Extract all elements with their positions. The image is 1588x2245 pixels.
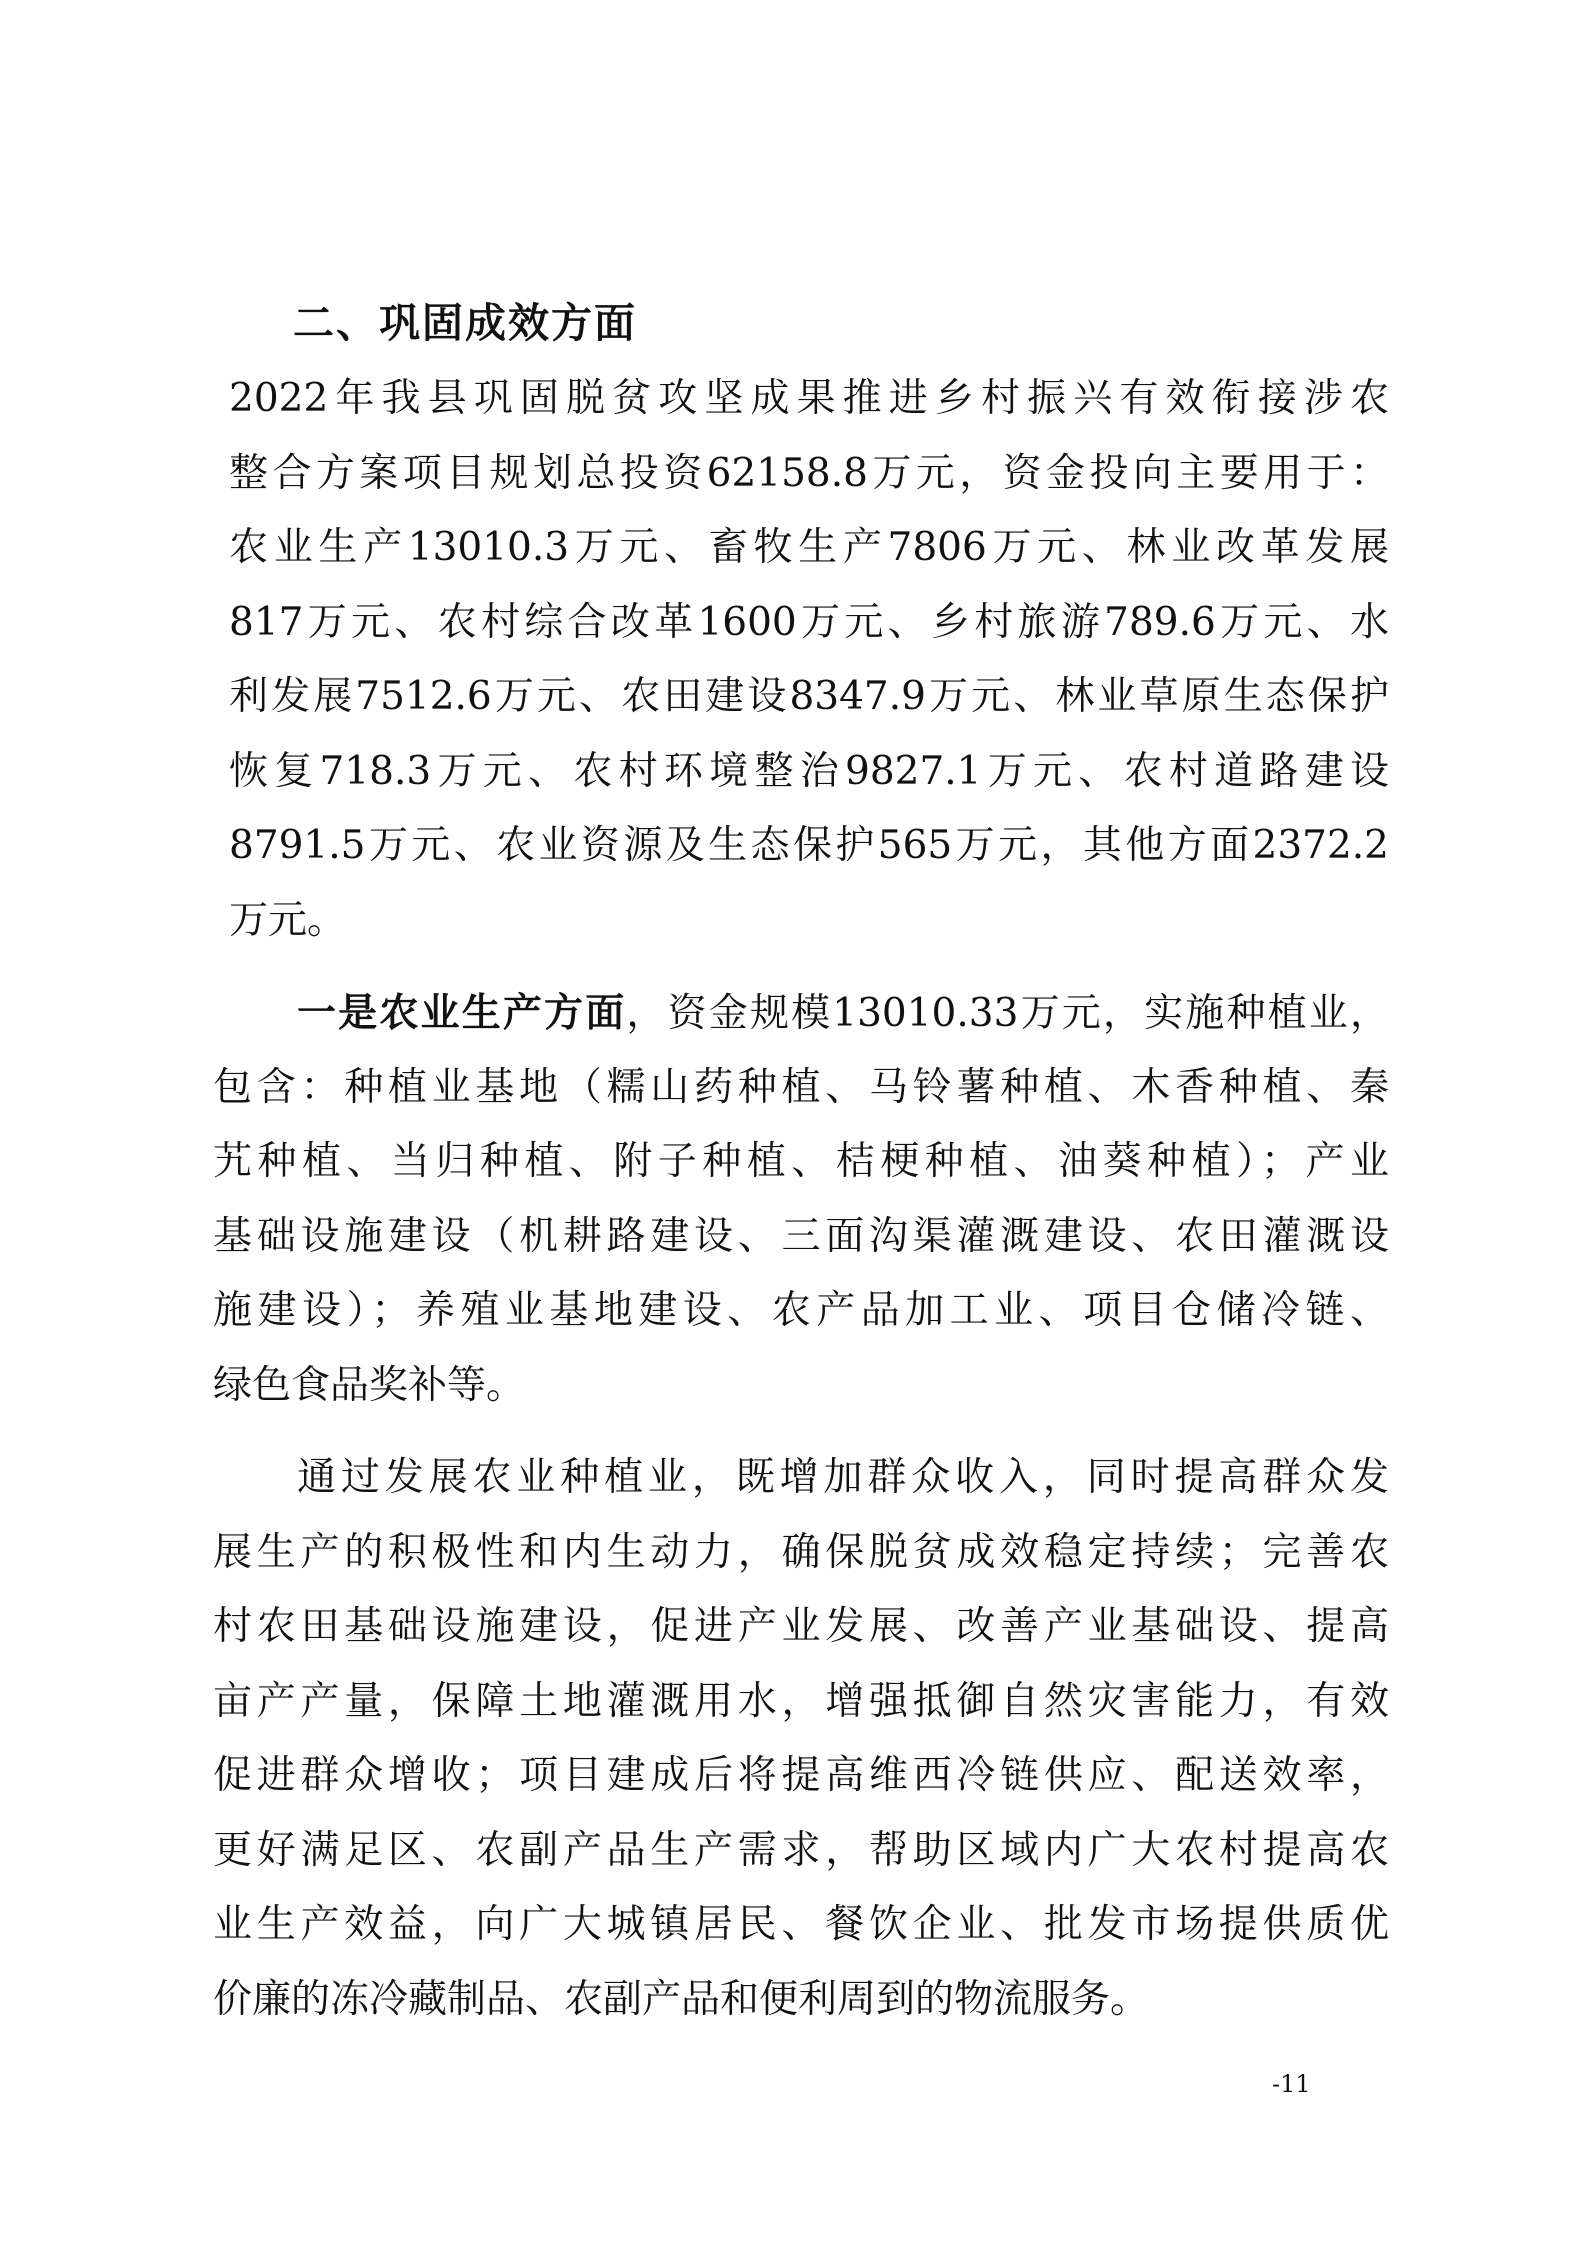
paragraph-first-line	[213, 976, 1389, 1051]
paragraph-line: 施建设）；养殖业基地建设、农产品加工业、项目仓储冷链、	[213, 1288, 1389, 1333]
paragraph-line: 价廉的冻冷藏制品、农副产品和便利周到的物流服务。	[213, 1976, 1150, 2022]
paragraph-line: 业生产效益，向广大城镇居民、餐饮企业、批发市场提供质优	[213, 1902, 1389, 1947]
paragraph-line: 村农田基础设施建设，促进产业发展、改善产业基础设、提高	[213, 1604, 1389, 1649]
paragraph-line: 通过发展农业种植业，既增加群众收入，同时提高群众发	[297, 1455, 1389, 1500]
paragraph-lead: 一是农业生产方面	[297, 990, 627, 1036]
paragraph-agriculture-production	[213, 976, 1389, 1423]
paragraph-line: 亩产产量，保障土地灌溉用水，增强抵御自然灾害能力，有效	[213, 1678, 1389, 1724]
paragraph-line: 8791.5万元、农业资源及生态保护565万元，其他方面2372.2	[229, 823, 1389, 868]
paragraph-line-rest: ，资金规模13010.33万元，实施种植业，	[626, 991, 1389, 1036]
paragraph-line: 2022年我县巩固脱贫攻坚成果推进乡村振兴有效衔接涉农	[229, 376, 1389, 421]
paragraph-line: 817万元、农村综合改革1600万元、乡村旅游789.6万元、水	[229, 599, 1389, 645]
paragraph-line: 包含：种植业基地（糯山药种植、马铃薯种植、木香种植、秦	[213, 1064, 1389, 1110]
page-number: -11	[1272, 2070, 1311, 2098]
paragraph-line: 基础设施建设（机耕路建设、三面沟渠灌溉建设、农田灌溉设	[213, 1213, 1389, 1259]
paragraph-line: 展生产的积极性和内生动力，确保脱贫成效稳定持续；完善农	[213, 1529, 1389, 1575]
paragraph-line: 万元。	[229, 897, 347, 943]
section-heading: 二、巩固成效方面	[293, 299, 637, 347]
paragraph-line: 绿色食品奖补等。	[213, 1362, 526, 1408]
paragraph-line: 恢复718.3万元、农村环境整治9827.1万元、农村道路建设	[229, 748, 1389, 794]
paragraph-line: 农业生产13010.3万元、畜牧生产7806万元、林业改革发展	[229, 525, 1389, 570]
paragraph-line: 艽种植、当归种植、附子种植、桔梗种植、油葵种植）；产业	[213, 1139, 1389, 1184]
paragraph-line: 更好满足区、农副产品生产需求，帮助区域内广大农村提高农	[213, 1827, 1389, 1873]
paragraph-line: 整合方案项目规划总投资62158.8万元，资金投向主要用于：	[229, 450, 1389, 496]
paragraph-line: 利发展7512.6万元、农田建设8347.9万元、林业草原生态保护	[229, 674, 1389, 719]
paragraph-investment-overview	[229, 362, 1389, 958]
paragraph-benefits	[213, 1441, 1389, 2037]
paragraph-line: 促进群众增收；项目建成后将提高维西冷链供应、配送效率，	[213, 1753, 1389, 1798]
